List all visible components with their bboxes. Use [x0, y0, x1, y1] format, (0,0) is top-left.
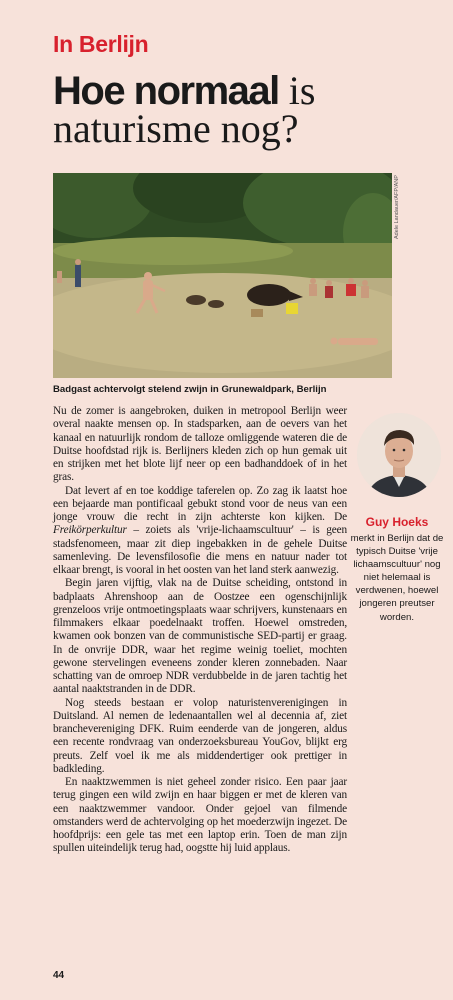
author-bio: merkt in Berlijn dat de typisch Duitse 'vrije lichaamscultuur' nog niet helemaal is verdwenen, hoewel jongeren preutser worden. — [350, 533, 444, 623]
page-number: 44 — [53, 970, 65, 981]
section-kicker: In Berlijn — [53, 31, 149, 57]
photo-credit: Adele Landauer/AFP/ANP — [394, 175, 400, 239]
paragraph-3: Begin jaren vijftig, vlak na de Duitse scheiding, ontstond in badplaats Ahrenshoop aan de Oostzee een ogenschijnlijk grenzeloos vrije ontmoetingsplaats waar schrijvers, kunstenaars en filmmakers elkaar poedelnaakt troffen. Hoewel omstreden, kwamen ook bonzen van de communistische SED-partij er graag. In de onvrije DDR, waar het regime weinig toeliet, mochten gewone stervelingen eveneens zonder kleren zonnebaden. Naar schatting van de omroep NDR verdubbelde in de jaren tachtig het aantal naaktstranden in de DDR. — [53, 577, 347, 696]
author-box — [348, 515, 446, 624]
author-name: Guy Hoeks — [365, 515, 429, 529]
paragraph-4: Nog steeds bestaan er volop naturistenverenigingen in Duitsland. Al nemen de ledenaantallen wel al decennia af, ziet branchevereniging DFK. Ruim eenderde van de jongeren, aldus een recente rondvraag van onderzoeksbureau YouGov, blijkt erg preuts. Zelf voel ik me als middendertiger ook prettiger in badkleding. — [53, 696, 347, 775]
article-photo — [53, 173, 392, 378]
paragraph-5: En naaktzwemmen is niet geheel zonder risico. Een paar jaar terug gingen een wild zwijn en haar biggen er met de kleren van een naaktzwemmer vandoor. Onder gejoel van filmende omstanders werd de achtervolging op het moederzwijn ingezet. De hoofdprijs: een gele tas met een laptop erin. Toen de man zijn spullen uiteindelijk terug had, oogstte hij luid applaus. — [53, 776, 347, 855]
headline-light-1: is — [278, 68, 316, 113]
paragraph-2-part-a: Dat levert af en toe koddige taferelen op. Zo zag ik laatst hoe een bejaarde man pontificaal gebukt stond voor de neus van een jonge vrouw die recht in zijn achterste kon kijken. De — [53, 484, 347, 523]
headline-bold: Hoe normaal — [53, 69, 279, 113]
headline-light-2: naturisme nog? — [53, 106, 299, 151]
paragraph-2-term: Freikörperkultur — [53, 524, 127, 537]
article-body — [53, 405, 347, 856]
paragraph-2 — [53, 485, 347, 578]
author-avatar — [357, 413, 441, 497]
paragraph-2-part-b: – zoiets als 'vrije-lichaamscultuur' – is geen stadsfenomeen, maar zit diep ingebakken in de gehele Duitse samenleving. De levensfilosofie die mens en natuur nader tot elkaar brengt, is vooral in het oosten van het land sterk aanwezig. — [53, 524, 347, 576]
photo-caption: Badgast achtervolgt stelend zwijn in Grunewaldpark, Berlijn — [53, 384, 327, 395]
headline — [53, 68, 433, 151]
paragraph-1: Nu de zomer is aangebroken, duiken in metropool Berlijn weer overal naakte mensen op. In stadsparken, aan de oevers van het kanaal en natuurlijk rondom de talloze omliggende wateren die de Duitse hoofdstad rijk is. Berlijners kleden zich op hun gemak uit en strijken met het blote lijf neer op een badhanddoek of in het gras. — [53, 405, 347, 484]
